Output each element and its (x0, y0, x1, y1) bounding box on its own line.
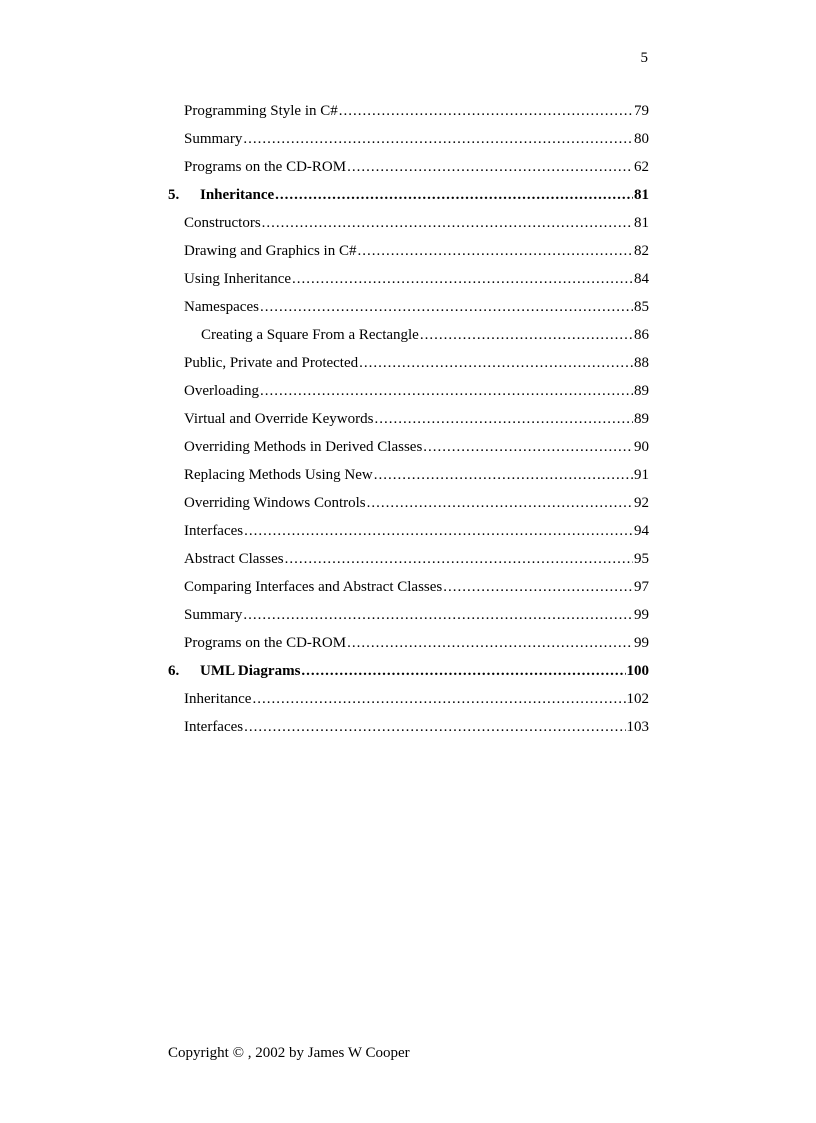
page-number: 5 (640, 50, 648, 66)
dot-leader (374, 461, 633, 489)
toc-entry-title: Namespaces (184, 299, 259, 315)
toc-entry-title: Abstract Classes (184, 551, 284, 567)
copyright-footer: Copyright © , 2002 by James W Cooper (168, 1045, 410, 1061)
toc-entry-page: 89 (634, 383, 649, 399)
toc-entry-page: 82 (634, 243, 649, 259)
toc-entry-title: Overriding Windows Controls (184, 495, 366, 511)
dot-leader (244, 713, 625, 741)
dot-leader (339, 97, 633, 125)
toc-entry[interactable] (168, 125, 649, 153)
dot-leader (243, 125, 633, 153)
dot-leader (367, 489, 633, 517)
toc-entry-page: 79 (634, 103, 649, 119)
toc-entry-title: Replacing Methods Using New (184, 467, 373, 483)
toc-entry-title: UML Diagrams (200, 663, 301, 679)
toc-entry-title: Using Inheritance (184, 271, 292, 287)
toc-entry-page: 92 (634, 495, 649, 511)
dot-leader (244, 517, 633, 545)
toc-entry[interactable] (168, 405, 649, 433)
toc-entry-page: 102 (626, 691, 649, 707)
toc-chapter-entry[interactable] (168, 657, 649, 685)
dot-leader (357, 237, 633, 265)
toc-entry-page: 85 (634, 299, 649, 315)
toc-entry-title: Interfaces (184, 523, 244, 539)
toc-entry-title: Inheritance (184, 691, 252, 707)
toc-entry-title: Constructors (184, 215, 261, 231)
toc-chapter-number: 5. (168, 187, 180, 203)
dot-leader (252, 685, 625, 713)
dot-leader (260, 377, 633, 405)
toc-entry[interactable] (168, 237, 649, 265)
toc-entry-title: Virtual and Override Keywords (184, 411, 374, 427)
toc-entry-title: Comparing Interfaces and Abstract Classes (184, 579, 443, 595)
dot-leader (347, 629, 633, 657)
toc-entry-page: 88 (634, 355, 649, 371)
dot-leader (374, 405, 633, 433)
toc-entry-page: 81 (634, 187, 649, 203)
toc-entry[interactable] (168, 97, 649, 125)
dot-leader (260, 293, 633, 321)
dot-leader (347, 153, 633, 181)
dot-leader (262, 209, 633, 237)
dot-leader (285, 545, 633, 573)
toc-entry-page: 94 (634, 523, 649, 539)
toc-entry[interactable] (168, 545, 649, 573)
toc-entry-page: 90 (634, 439, 649, 455)
dot-leader (301, 657, 625, 685)
toc-entry-title: Summary (184, 131, 243, 147)
toc-entry-page: 81 (634, 215, 649, 231)
toc-entry-title: Inheritance (200, 187, 275, 203)
table-of-contents (168, 97, 649, 741)
toc-entry-title: Creating a Square From a Rectangle (201, 327, 419, 343)
toc-entry[interactable] (168, 601, 649, 629)
toc-entry-page: 97 (634, 579, 649, 595)
toc-entry-page: 99 (634, 607, 649, 623)
dot-leader (359, 349, 633, 377)
toc-entry[interactable] (168, 153, 649, 181)
toc-entry-page: 86 (634, 327, 649, 343)
toc-entry-title: Overriding Methods in Derived Classes (184, 439, 423, 455)
toc-entry-page: 103 (626, 719, 649, 735)
toc-entry-page: 99 (634, 635, 649, 651)
dot-leader (420, 321, 633, 349)
toc-entry[interactable] (168, 629, 649, 657)
toc-entry-title: Public, Private and Protected (184, 355, 359, 371)
toc-entry[interactable] (168, 489, 649, 517)
toc-entry-title: Summary (184, 607, 243, 623)
toc-entry-page: 100 (626, 663, 649, 679)
toc-entry[interactable] (168, 713, 649, 741)
toc-entry-title: Programs on the CD-ROM (184, 635, 347, 651)
toc-entry-page: 91 (634, 467, 649, 483)
toc-entry[interactable] (168, 433, 649, 461)
toc-entry[interactable] (168, 573, 649, 601)
toc-entry-page: 89 (634, 411, 649, 427)
toc-entry-page: 84 (634, 271, 649, 287)
dot-leader (443, 573, 633, 601)
toc-chapter-number: 6. (168, 663, 180, 679)
toc-entry-title: Overloading (184, 383, 259, 399)
dot-leader (275, 181, 633, 209)
toc-entry[interactable] (168, 293, 649, 321)
toc-entry[interactable] (168, 321, 649, 349)
toc-chapter-entry[interactable] (168, 181, 649, 209)
toc-entry[interactable] (168, 265, 649, 293)
dot-leader (423, 433, 633, 461)
toc-entry-page: 80 (634, 131, 649, 147)
toc-entry[interactable] (168, 517, 649, 545)
toc-entry-title: Programs on the CD-ROM (184, 159, 347, 175)
toc-entry-title: Programming Style in C# (184, 103, 338, 119)
toc-entry[interactable] (168, 209, 649, 237)
toc-entry[interactable] (168, 377, 649, 405)
dot-leader (243, 601, 633, 629)
dot-leader (292, 265, 633, 293)
toc-entry-page: 62 (634, 159, 649, 175)
toc-entry[interactable] (168, 349, 649, 377)
toc-entry[interactable] (168, 461, 649, 489)
toc-entry-title: Drawing and Graphics in C# (184, 243, 357, 259)
toc-entry-page: 95 (634, 551, 649, 567)
toc-entry-title: Interfaces (184, 719, 244, 735)
toc-entry[interactable] (168, 685, 649, 713)
